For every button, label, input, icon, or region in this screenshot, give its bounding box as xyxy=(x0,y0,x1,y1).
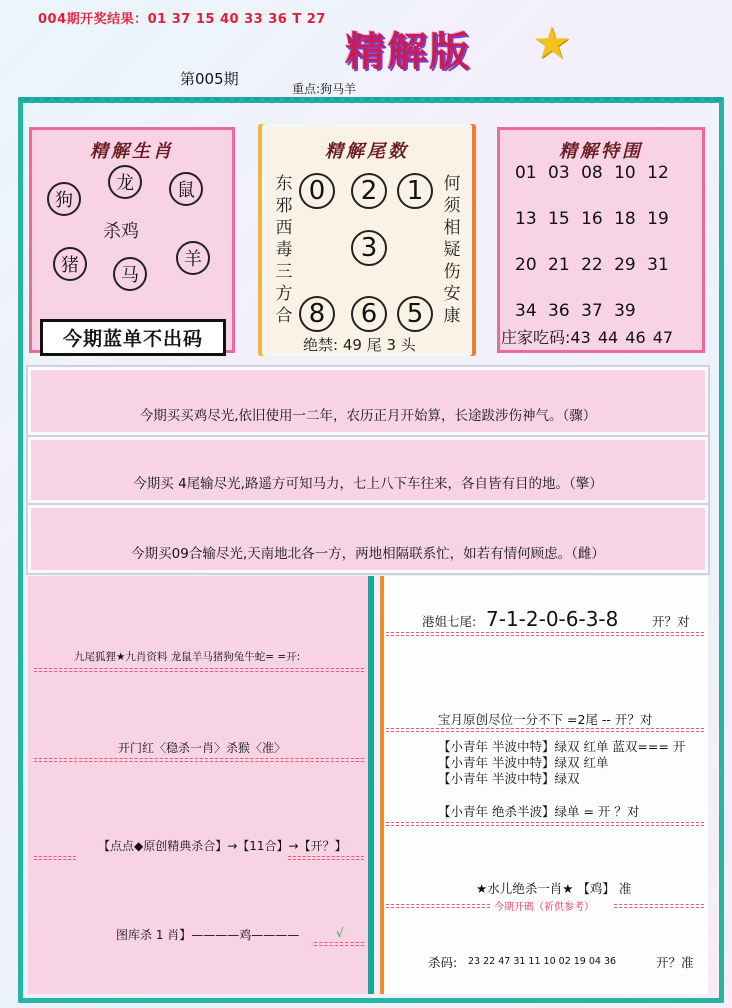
divider xyxy=(288,856,364,860)
verse-text: 今期买09合输尽光,天南地北各一方，两地相隔联系忙，如若有情何顾虑。（雌） xyxy=(131,546,605,562)
special-row: 01 03 08 10 12 xyxy=(515,163,669,183)
tuku-line: 图库杀 1 肖】————鸡———— xyxy=(116,928,300,942)
verse-text: 今期买 4尾输尽光,路遥方可知马力，七上八下车往来，各自皆有目的地。（擎） xyxy=(133,476,603,492)
vert-char: 安 xyxy=(443,284,461,304)
vert-char: 东 xyxy=(275,174,293,194)
vert-char: 伤 xyxy=(443,262,461,282)
ban-text: 绝禁: 49 尾 3 头 xyxy=(303,336,416,354)
divider xyxy=(386,822,704,826)
diandian-line: 【点点◆原创精典杀合】→【11合】→【开？】 xyxy=(98,839,347,853)
tail-right-vertical xyxy=(441,173,463,327)
vert-char: 疑 xyxy=(443,240,461,260)
lower-left-panel xyxy=(28,576,374,994)
tail-panel xyxy=(262,124,472,356)
water-line: ★水儿绝杀一肖★ 【鸡】 准 xyxy=(476,881,632,896)
star-icon: ★ xyxy=(532,18,572,69)
seven-tail-value: 7-1-2-0-6-3-8 xyxy=(486,607,619,631)
lower-right-panel xyxy=(380,576,708,994)
zodiac-circle: 猪 xyxy=(53,247,87,281)
zodiac-circle: 狗 xyxy=(47,182,81,216)
divider xyxy=(34,758,364,762)
special-row: 20 21 22 29 31 xyxy=(515,255,669,275)
verse-band-1 xyxy=(28,367,708,435)
result-line: 004期开奖结果：01 37 15 40 33 36 T 27 xyxy=(38,12,326,27)
vert-char: 毒 xyxy=(275,240,293,260)
fox-line: 九尾狐狸★九肖资料 龙鼠羊马猪狗兔牛蛇= =开: xyxy=(74,651,301,663)
xq-line: 【小青年 半波中特】绿双 红单 xyxy=(438,755,609,770)
xq-line: 【小青年 半波中特】绿双 xyxy=(438,771,580,786)
banker-line: 庄家吃码:43 44 46 47 xyxy=(501,328,674,347)
tail-digit: 5 xyxy=(397,296,433,332)
special-row: 13 15 16 18 19 xyxy=(515,209,669,229)
tail-digit: 3 xyxy=(351,230,387,266)
zodiac-circle: 龙 xyxy=(108,165,142,199)
seven-tail-suffix: 开？对 xyxy=(652,614,690,629)
tail-digit: 0 xyxy=(299,173,335,209)
baoyue-line: 宝月原创尽位一分不下 =2尾 -- 开？对 xyxy=(438,712,653,727)
special-row: 34 36 37 39 xyxy=(515,301,636,321)
tail-left-vertical xyxy=(273,173,295,327)
tail-digit: 2 xyxy=(351,173,387,209)
vert-char: 须 xyxy=(443,196,461,216)
focus-text: 重点:狗马羊 xyxy=(292,82,357,96)
open-note: 今期开碼（祈供参考） xyxy=(494,902,594,913)
vert-char: 康 xyxy=(443,306,461,326)
xq-line: 【小青年 半波中特】绿双 红单 蓝双=== 开 xyxy=(438,739,686,754)
divider xyxy=(34,668,364,672)
vert-char: 合 xyxy=(275,306,293,326)
zodiac-circle: 鼠 xyxy=(169,172,203,206)
divider xyxy=(386,904,490,908)
kill-zodiac: 杀鸡 xyxy=(103,221,139,242)
zodiac-circle: 马 xyxy=(113,257,147,291)
verse-band-3 xyxy=(28,505,708,573)
tail-digit: 1 xyxy=(397,173,433,209)
tail-panel-title: 精解尾数 xyxy=(325,141,409,162)
issue-number: 第005期 xyxy=(180,70,239,88)
kaimen-line: 开门红〈稳杀一肖〉杀猴〈准〉 xyxy=(118,741,287,755)
tail-digit: 8 xyxy=(299,296,335,332)
zodiac-panel xyxy=(26,124,238,356)
divider xyxy=(34,856,76,860)
divider xyxy=(386,632,704,636)
logo-title: 精解版 xyxy=(345,28,471,75)
verse-text: 今期买买鸡尽光,依旧使用一二年，农历正月开始算，长途跋涉伤神气。（骤） xyxy=(139,408,597,424)
vert-char: 西 xyxy=(275,218,293,238)
scallop-border xyxy=(22,98,720,106)
vert-char: 方 xyxy=(275,284,293,304)
vert-char: 何 xyxy=(443,174,461,194)
verse-band-2 xyxy=(28,437,708,503)
tail-digit: 6 xyxy=(351,296,387,332)
blue-note: 今期蓝单不出码 xyxy=(40,319,226,356)
kill-suffix: 开？准 xyxy=(656,955,694,970)
check-icon: √ xyxy=(336,926,344,940)
divider xyxy=(386,728,704,732)
divider xyxy=(314,942,364,946)
kill-label: 杀码: xyxy=(428,955,458,970)
xq-line: 【小青年 绝杀半波】绿单 = 开 ？对 xyxy=(438,804,640,819)
kill-numbers: 23 22 47 31 11 10 02 19 04 36 xyxy=(468,956,617,967)
special-panel xyxy=(494,124,708,356)
zodiac-circle: 羊 xyxy=(176,241,210,275)
vert-char: 相 xyxy=(443,218,461,238)
special-panel-title: 精解特围 xyxy=(559,141,643,162)
zodiac-panel-title: 精解生肖 xyxy=(90,141,174,162)
divider xyxy=(614,904,704,908)
seven-tail-label: 港姐七尾: xyxy=(422,614,477,629)
vert-char: 三 xyxy=(275,262,293,282)
vert-char: 邪 xyxy=(275,196,293,216)
